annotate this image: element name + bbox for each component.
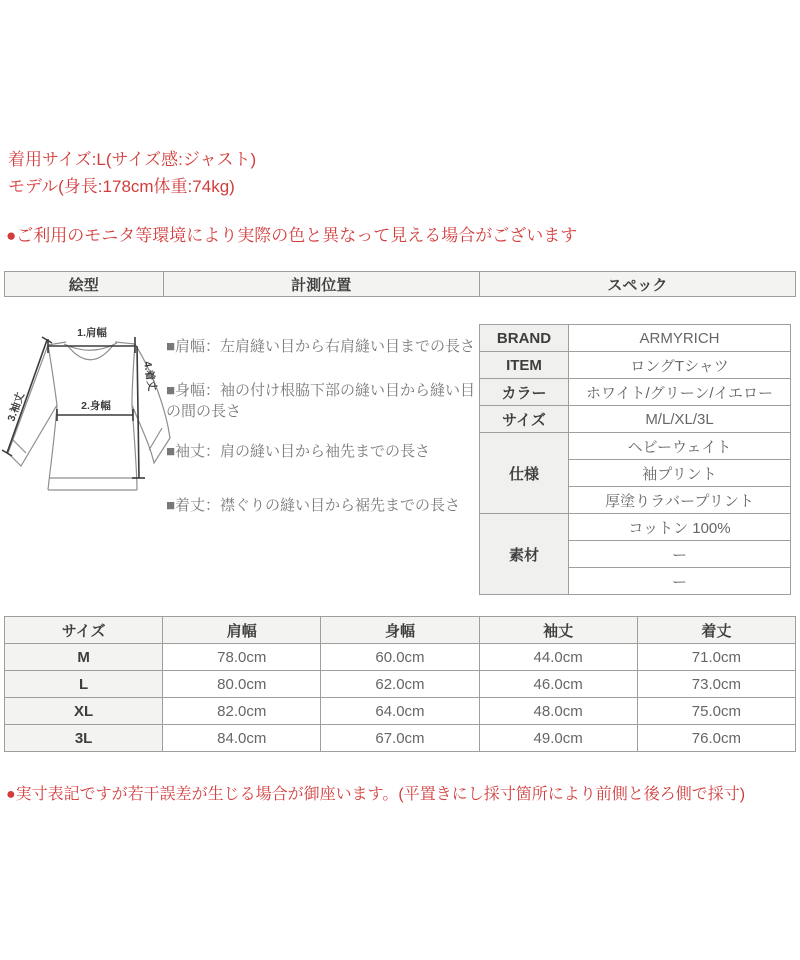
diagram-label-sleeve-length: 3.袖丈 bbox=[5, 390, 27, 424]
spec-value: ー bbox=[569, 541, 791, 568]
spec-label: サイズ bbox=[480, 406, 569, 433]
spec-row bbox=[480, 406, 791, 433]
size-name: 3L bbox=[5, 725, 163, 752]
size-name: XL bbox=[5, 698, 163, 725]
size-value: 60.0cm bbox=[321, 644, 479, 671]
size-table bbox=[4, 616, 796, 752]
measure-description: ■袖丈：肩の縫い目から袖先までの長さ bbox=[166, 443, 431, 460]
size-table-row bbox=[5, 644, 796, 671]
wearing-size-text: 着用サイズ:L(サイズ感:ジャスト) bbox=[8, 150, 257, 169]
spec-value: M/L/XL/3L bbox=[569, 406, 791, 433]
spec-label: カラー bbox=[480, 379, 569, 406]
spec-value: ホワイト/グリーン/イエロー bbox=[569, 379, 791, 406]
measure-description-list bbox=[166, 336, 478, 516]
diagram-label-body-width: 2.身幅 bbox=[81, 400, 111, 412]
spec-value: ARMYRICH bbox=[569, 325, 791, 352]
measure-description: ■着丈：襟ぐりの縫い目から裾先までの長さ bbox=[166, 497, 461, 514]
column-header-measure-position: 計測位置 bbox=[163, 272, 479, 296]
wearing-info-block bbox=[8, 146, 256, 200]
size-table-header-row bbox=[5, 617, 796, 644]
measure-description: ■肩幅：左肩縫い目から右肩縫い目までの長さ bbox=[166, 338, 476, 355]
section-header-row bbox=[4, 271, 796, 297]
spec-row bbox=[480, 433, 791, 460]
size-value: 46.0cm bbox=[479, 671, 637, 698]
size-value: 73.0cm bbox=[637, 671, 795, 698]
size-table-header-cell: 身幅 bbox=[321, 617, 479, 644]
monitor-color-note: ●ご利用のモニタ等環境により実際の色と異なって見える場合がございます bbox=[6, 226, 578, 245]
size-table-row bbox=[5, 725, 796, 752]
size-value: 84.0cm bbox=[163, 725, 321, 752]
spec-label: BRAND bbox=[480, 325, 569, 352]
spec-row bbox=[480, 514, 791, 541]
diagram-label-body-length: 4.着丈 bbox=[141, 360, 159, 392]
spec-row bbox=[480, 379, 791, 406]
size-table-row bbox=[5, 698, 796, 725]
spec-table bbox=[479, 324, 791, 595]
spec-row bbox=[480, 325, 791, 352]
spec-label: 仕様 bbox=[480, 433, 569, 514]
size-value: 67.0cm bbox=[321, 725, 479, 752]
measure-description: ■身幅：袖の付け根脇下部の縫い目から縫い目の間の長さ bbox=[166, 382, 476, 420]
size-table-header-cell: 袖丈 bbox=[479, 617, 637, 644]
size-table-header-cell: 着丈 bbox=[637, 617, 795, 644]
size-value: 48.0cm bbox=[479, 698, 637, 725]
spec-row bbox=[480, 352, 791, 379]
model-info-text: モデル(身長:178cm体重:74kg) bbox=[8, 177, 235, 196]
size-value: 62.0cm bbox=[321, 671, 479, 698]
size-value: 82.0cm bbox=[163, 698, 321, 725]
shirt-measurement-diagram bbox=[2, 320, 178, 500]
spec-label: ITEM bbox=[480, 352, 569, 379]
size-value: 75.0cm bbox=[637, 698, 795, 725]
spec-value: 袖プリント bbox=[569, 460, 791, 487]
size-value: 78.0cm bbox=[163, 644, 321, 671]
size-value: 71.0cm bbox=[637, 644, 795, 671]
size-table-header-cell: 肩幅 bbox=[163, 617, 321, 644]
diagram-label-shoulder-width: 1.肩幅 bbox=[77, 327, 107, 339]
spec-value: ロングTシャツ bbox=[569, 352, 791, 379]
spec-value: 厚塗りラバープリント bbox=[569, 487, 791, 514]
measurement-accuracy-note: ●実寸表記ですが若干誤差が生じる場合が御座います。(平置きにし採寸箇所により前側と後ろ側で採寸) bbox=[6, 786, 746, 803]
size-name: M bbox=[5, 644, 163, 671]
spec-value: ー bbox=[569, 568, 791, 595]
measurement-lines bbox=[2, 337, 145, 478]
spec-label: 素材 bbox=[480, 514, 569, 595]
size-table-row bbox=[5, 671, 796, 698]
spec-value: ヘビーウェイト bbox=[569, 433, 791, 460]
size-name: L bbox=[5, 671, 163, 698]
column-header-diagram: 絵型 bbox=[68, 276, 99, 294]
size-value: 64.0cm bbox=[321, 698, 479, 725]
size-table-header-cell: サイズ bbox=[5, 617, 163, 644]
column-header-spec: スペック bbox=[479, 272, 795, 296]
size-value: 80.0cm bbox=[163, 671, 321, 698]
spec-value: コットン 100% bbox=[569, 514, 791, 541]
size-value: 44.0cm bbox=[479, 644, 637, 671]
size-value: 49.0cm bbox=[479, 725, 637, 752]
size-value: 76.0cm bbox=[637, 725, 795, 752]
